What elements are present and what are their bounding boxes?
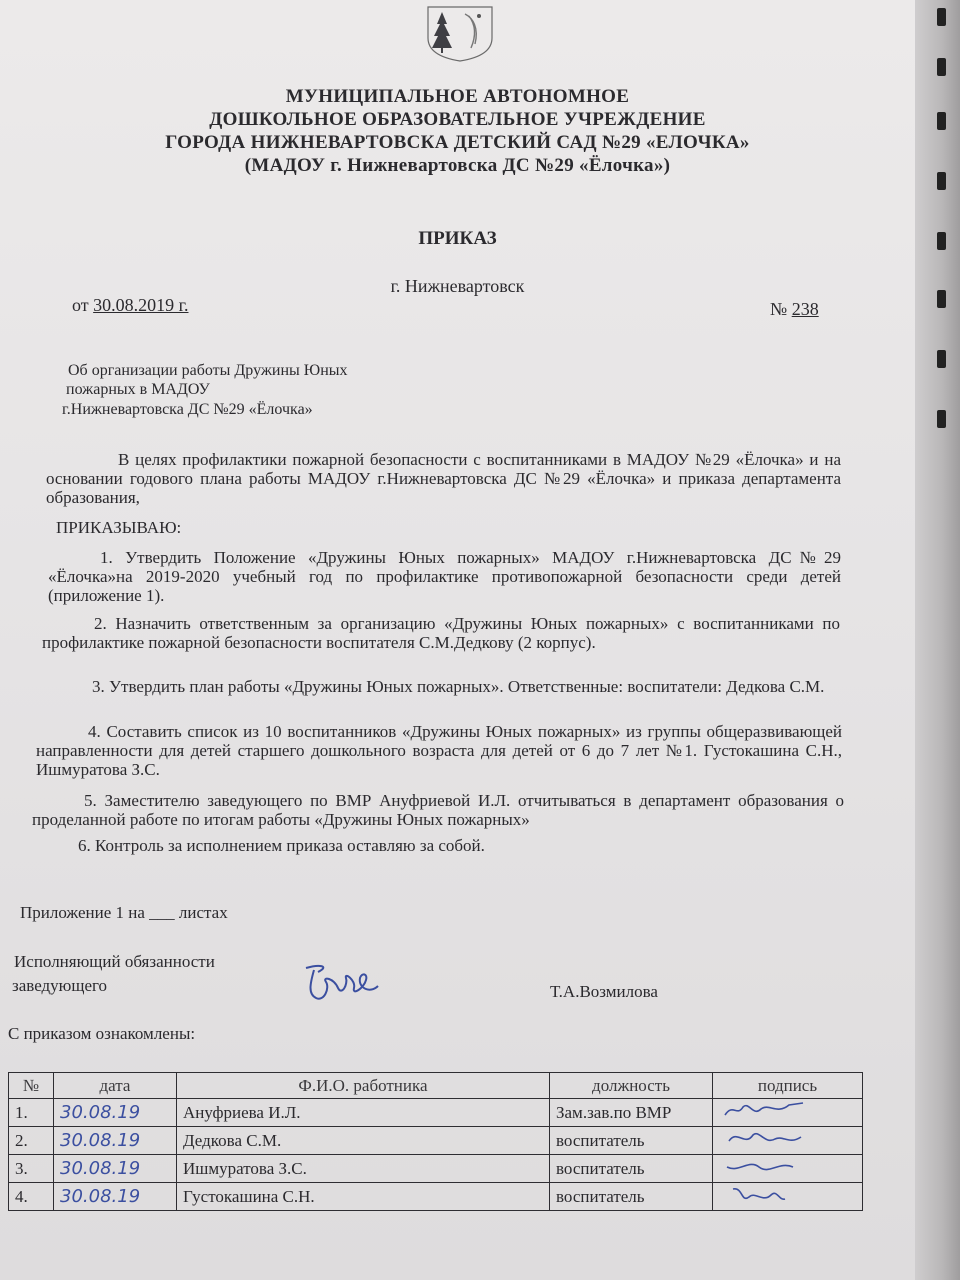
handwritten-signature-icon — [300, 958, 382, 1010]
order-number — [770, 299, 819, 320]
row-position: воспитатель — [550, 1155, 713, 1183]
row-position: Зам.зав.по ВМР — [550, 1099, 713, 1127]
binder-hole-mark — [937, 232, 946, 250]
col-signature: подпись — [713, 1073, 863, 1099]
row-position: воспитатель — [550, 1183, 713, 1211]
signature-icon — [719, 1099, 809, 1121]
subject-line-1: Об организации работы Дружины Юных — [68, 362, 348, 379]
table-row — [9, 1099, 863, 1127]
row-signature — [713, 1127, 863, 1155]
table-header-row — [9, 1073, 863, 1099]
row-date: 30.08.19 — [54, 1099, 177, 1127]
date-value: 30.08.2019 г. — [93, 295, 189, 315]
binder-edge — [915, 0, 960, 1280]
number-prefix: № — [770, 299, 788, 319]
row-name: Ануфриева И.Л. — [177, 1099, 550, 1127]
order-item-1: 1. Утвердить Положение «Дружины Юных пожарных» МАДОУ г.Нижневартовска ДС№29 «Ёлочка»на 2019-2020 учебный год по профилактике противопожарной безопасности среди детей (приложение 1). — [48, 548, 842, 605]
order-item-4: 4. Составить список из 10 воспитанников «Дружины Юных пожарных» из группы общеразвивающей направленности для детей старшего дошкольного возраста для детей от 6 до 7 лет №1. Густокашина С.Н., Ишмуратова З.С. — [36, 722, 843, 779]
row-number: 2. — [9, 1127, 54, 1155]
binder-hole-mark — [937, 290, 946, 308]
doc-title: ПРИКАЗ — [418, 228, 497, 249]
appendix-note: Приложение 1 на ___ листах — [20, 903, 228, 922]
number-value: 238 — [791, 299, 819, 319]
signature-icon — [719, 1183, 809, 1205]
table-row — [9, 1183, 863, 1211]
col-name: Ф.И.О. работника — [177, 1073, 550, 1099]
subject-line-2: пожарных в МАДОУ — [66, 381, 210, 398]
org-short-name: (МАДОУ г. Нижневартовска ДС №29 «Ёлочка») — [244, 155, 671, 176]
col-number: № — [9, 1073, 54, 1099]
row-name: Ишмуратова З.С. — [177, 1155, 550, 1183]
org-name-line-1: МУНИЦИПАЛЬНОЕ АВТОНОМНОЕ — [285, 86, 630, 107]
binder-hole-mark — [937, 350, 946, 368]
signer-role-line-1: Исполняющий обязанности — [14, 952, 215, 971]
row-name: Дедкова С.М. — [177, 1127, 550, 1155]
row-number: 4. — [9, 1183, 54, 1211]
signer-name: Т.А.Возмилова — [550, 982, 658, 1001]
signer-role-line-2: заведующего — [12, 976, 108, 995]
row-name: Густокашина С.Н. — [177, 1183, 550, 1211]
signature-icon — [719, 1127, 809, 1149]
order-item-5: 5. Заместителю заведующего по ВМР Ануфриевой И.Л. отчитываться в департамент образования о проделанной работе по итогам работы «Дружины Юных пожарных» — [32, 791, 845, 829]
order-item-6: 6. Контроль за исполнением приказа оставляю за собой. — [78, 836, 485, 855]
city: г. Нижневартовск — [390, 276, 525, 296]
date-prefix: от — [72, 295, 89, 315]
table-row — [9, 1127, 863, 1155]
acquainted-label: С приказом ознакомлены: — [8, 1024, 196, 1043]
binder-hole-mark — [937, 8, 946, 26]
org-name-line-2: ДОШКОЛЬНОЕ ОБРАЗОВАТЕЛЬНОЕ УЧРЕЖДЕНИЕ — [209, 109, 706, 130]
row-signature — [713, 1099, 863, 1127]
binder-hole-mark — [937, 172, 946, 190]
table-row — [9, 1155, 863, 1183]
binder-hole-mark — [937, 58, 946, 76]
order-item-2: 2. Назначить ответственным за организацию «Дружины Юных пожарных» с воспитанниками по профилактике пожарной безопасности воспитателя С.М.Дедкову (2 корпус). — [42, 614, 840, 652]
row-signature — [713, 1183, 863, 1211]
signature-icon — [719, 1155, 809, 1177]
acquaintance-table — [8, 1072, 863, 1211]
row-date: 30.08.19 — [54, 1127, 177, 1155]
col-date: дата — [54, 1073, 177, 1099]
order-item-3: 3. Утвердить план работы «Дружины Юных пожарных». Ответственные: воспитатели: Дедкова С.М. — [92, 677, 825, 696]
binder-hole-mark — [937, 112, 946, 130]
order-date — [72, 295, 189, 316]
row-signature — [713, 1155, 863, 1183]
order-word: ПРИКАЗЫВАЮ: — [56, 518, 182, 537]
crest-emblem-icon — [425, 4, 495, 62]
row-position: воспитатель — [550, 1127, 713, 1155]
row-number: 1. — [9, 1099, 54, 1127]
preamble: В целях профилактики пожарной безопасности с воспитанниками в МАДОУ №29 «Ёлочка» и на основании годового плана работы МАДОУ г.Нижневартовска ДС №29 «Ёлочка» и приказа департамента образования, — [46, 450, 841, 507]
row-date: 30.08.19 — [54, 1155, 177, 1183]
row-number: 3. — [9, 1155, 54, 1183]
col-position: должность — [550, 1073, 713, 1099]
org-name-line-3: ГОРОДА НИЖНЕВАРТОВСКА ДЕТСКИЙ САД №29 «ЕЛОЧКА» — [165, 132, 750, 153]
subject-line-3: г.Нижневартовска ДС №29 «Ёлочка» — [62, 401, 313, 418]
row-date: 30.08.19 — [54, 1183, 177, 1211]
binder-hole-mark — [937, 410, 946, 428]
